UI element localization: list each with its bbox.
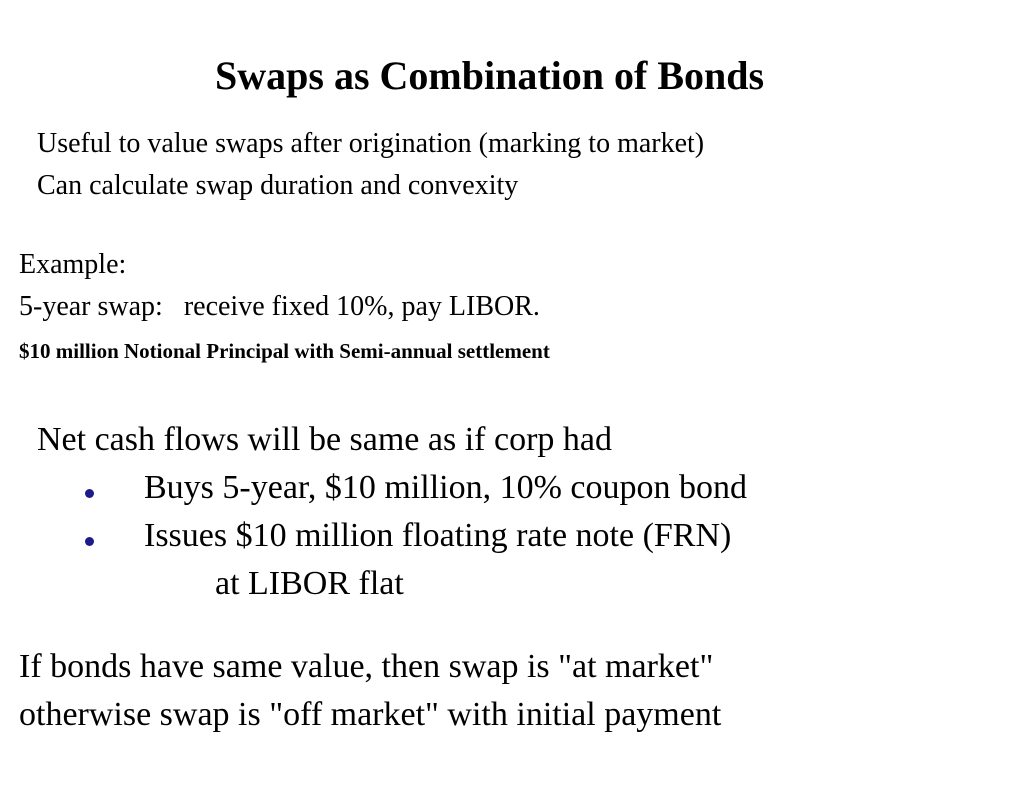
- intro-line-duration: Can calculate swap duration and convexity: [37, 170, 519, 201]
- example-principal-line: $10 million Notional Principal with Semi-annual settlement: [19, 339, 550, 363]
- conclusion-line-off-market: otherwise swap is "off market" with initial payment: [19, 696, 722, 733]
- conclusion-line-at-market: If bonds have same value, then swap is "at market": [19, 648, 714, 685]
- bullet-item-buy-bond: Buys 5-year, $10 million, 10% coupon bond: [144, 469, 748, 506]
- net-flows-lead: Net cash flows will be same as if corp had: [37, 421, 612, 458]
- example-heading: Example:: [19, 249, 127, 280]
- bullet-dot-icon: [85, 537, 94, 546]
- bullet-item-issue-frn: Issues $10 million floating rate note (FRN): [144, 517, 732, 554]
- bullet-dot-icon: [85, 489, 94, 498]
- slide-title: Swaps as Combination of Bonds: [215, 53, 765, 98]
- intro-line-valuation: Useful to value swaps after origination (marking to market): [37, 128, 705, 159]
- bullet-continuation: at LIBOR flat: [215, 565, 404, 602]
- example-swap-line: 5-year swap: receive fixed 10%, pay LIBOR.: [19, 291, 540, 322]
